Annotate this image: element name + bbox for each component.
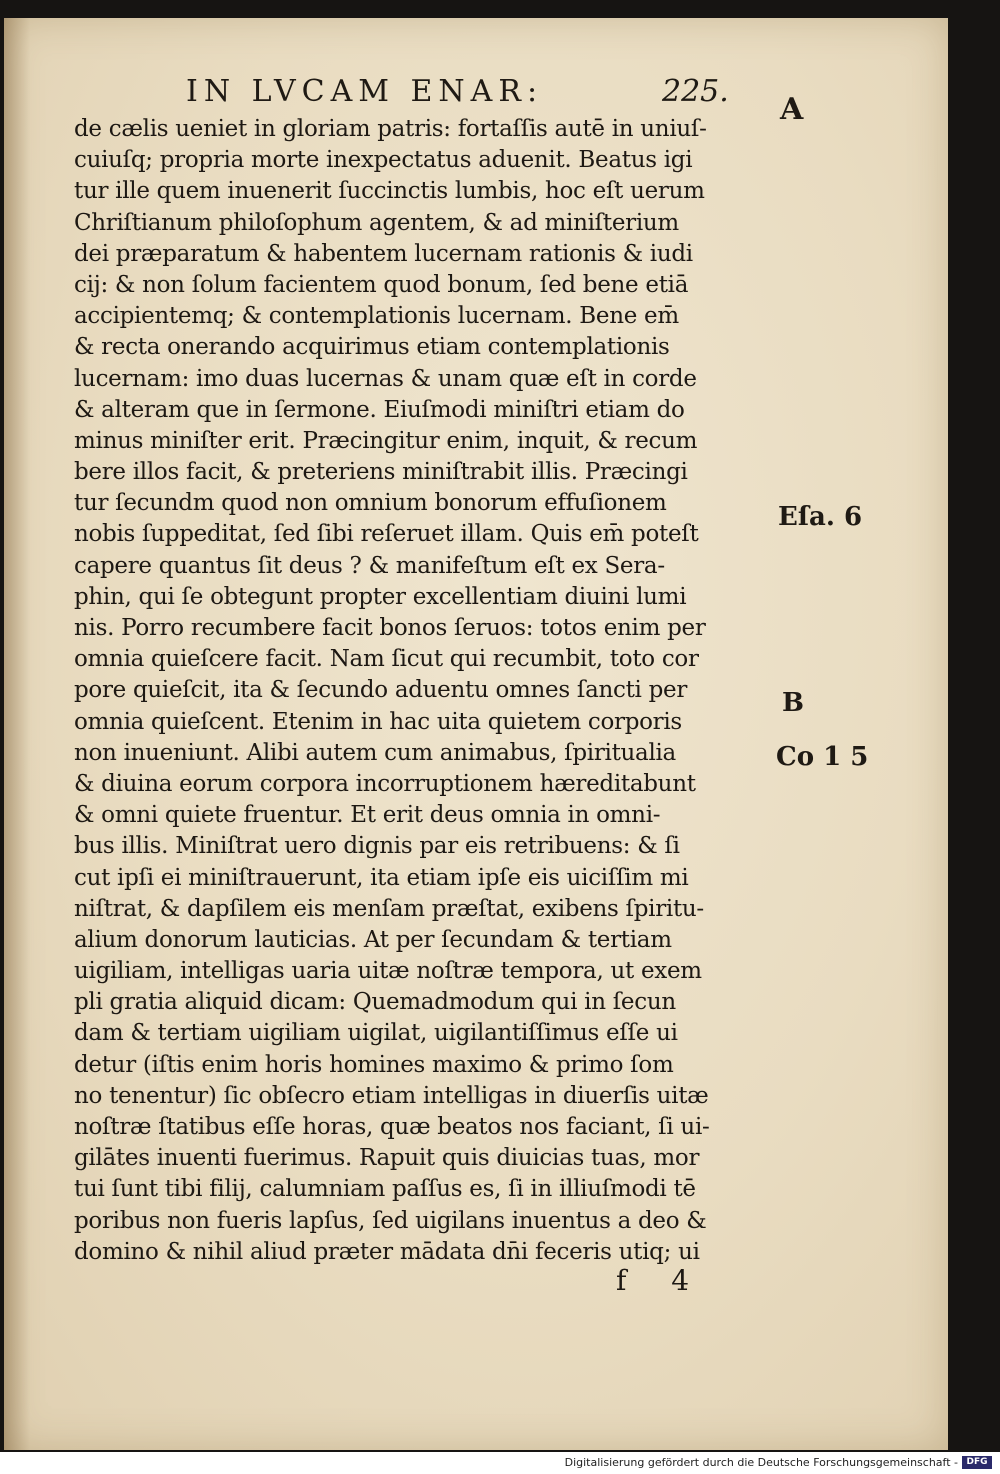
text-line: dam & tertiam uigiliam uigilat, uigilantiſſimus eſſe ui bbox=[74, 1020, 678, 1047]
running-title: IN LVCAM ENAR: bbox=[186, 74, 544, 109]
text-line: cuiuſq; propria morte inexpectatus aduenit. Beatus igi bbox=[74, 147, 693, 174]
text-line: omnia quieſcent. Etenim in hac uita quietem corporis bbox=[74, 708, 682, 735]
text-line: cij: & non ſolum facientem quod bonum, ſed bene etiā bbox=[74, 271, 689, 298]
margin-note-col: Co 1 5 bbox=[776, 742, 869, 772]
text-line: no tenentur) ſic obſecro etiam intelligas in diuerſis uitæ bbox=[74, 1082, 709, 1109]
footer-credit: Digitalisierung gefördert durch die Deutsche Forschungsgemeinschaft - bbox=[564, 1456, 958, 1469]
text-line: & recta onerando acquirimus etiam contemplationis bbox=[74, 334, 670, 361]
text-line: tui ſunt tibi filij, calumniam paſſus es, ſi in illiuſmodi tē bbox=[74, 1176, 696, 1203]
text-line: nis. Porro recumbere facit bonos ſeruos: totos enim per bbox=[74, 615, 706, 641]
text-line: bere illos facit, & preteriens miniſtrabit illis. Præcingi bbox=[74, 459, 688, 486]
text-line: tur ille quem inuenerit ſuccinctis lumbis, hoc eſt uerum bbox=[74, 178, 705, 205]
text-line: nobis ſuppeditat, ſed ſibi reſeruet illam. Quis em̄ poteſt bbox=[74, 521, 699, 548]
text-line: omnia quieſcere facit. Nam ſicut qui recumbit, toto cor bbox=[74, 646, 699, 673]
text-line: accipientemq; & contemplationis lucernam. Bene em̄ bbox=[74, 303, 679, 330]
text-line: minus miniſter erit. Præcingitur enim, inquit, & recum bbox=[74, 427, 698, 454]
margin-note-b: B bbox=[782, 688, 804, 718]
text-line: gilātes inuenti fuerimus. Rapuit quis diuicias tuas, mor bbox=[74, 1145, 700, 1172]
page-gutter-shadow bbox=[4, 18, 30, 1450]
text-line: phin, qui ſe obtegunt propter excellentiam diuini lumi bbox=[74, 583, 687, 610]
margin-note-a: A bbox=[780, 92, 804, 127]
text-line: bus illis. Miniſtrat uero dignis par eis retribuens: & ſi bbox=[74, 833, 680, 860]
text-line: lucernam: imo duas lucernas & unam quæ eſt in corde bbox=[74, 365, 697, 392]
text-line: & omni quiete fruentur. Et erit deus omnia in omni- bbox=[74, 802, 661, 829]
text-line: detur (iſtis enim horis homines maximo & primo ſom bbox=[74, 1051, 674, 1078]
folio-number: 225. bbox=[662, 74, 729, 109]
text-line: dei præparatum & habentem lucernam rationis & iudi bbox=[74, 240, 693, 267]
text-line: pore quieſcit, ita & ſecundo aduentu omnes ſancti per bbox=[74, 677, 688, 704]
text-line: Chriſtianum philoſophum agentem, & ad miniſterium bbox=[74, 209, 679, 236]
text-line: uigiliam, intelligas uaria uitæ noſtræ tempora, ut exem bbox=[74, 958, 702, 985]
text-line: non inueniunt. Alibi autem cum animabus, ſpiritualia bbox=[74, 739, 676, 766]
text-line: cut ipſi ei miniſtrauerunt, ita etiam ipſe eis uiciſſim mi bbox=[74, 864, 689, 891]
text-line: & alteram que in ſermone. Eiuſmodi miniſtri etiam do bbox=[74, 396, 685, 423]
body-text bbox=[74, 114, 764, 1268]
text-line: & diuina eorum corpora incorruptionem hæreditabunt bbox=[74, 770, 696, 797]
running-head bbox=[186, 74, 746, 114]
text-line: noſtræ ſtatibus eſſe horas, quæ beatos nos faciant, ſi ui- bbox=[74, 1114, 710, 1140]
text-line: niſtrat, & dapſilem eis menſam præſtat, exibens ſpiritu- bbox=[74, 895, 704, 922]
text-line: capere quantus ſit deus ? & manifeſtum eſt ex Sera- bbox=[74, 552, 665, 579]
text-line: alium donorum lauticias. At per ſecundam & tertiam bbox=[74, 926, 672, 953]
text-line: tur ſecundm quod non omnium bonorum effuſionem bbox=[74, 490, 667, 517]
text-line: domino & nihil aliud præter mādata dn̄i feceris utiq; ui bbox=[74, 1238, 700, 1265]
book-page bbox=[4, 18, 948, 1450]
text-line: de cælis ueniet in gloriam patris: fortaſſis autē in uniuſ- bbox=[74, 116, 707, 142]
signature-mark: f 4 bbox=[616, 1264, 708, 1297]
margin-note-esa: Eſa. 6 bbox=[778, 502, 863, 532]
text-line: pli gratia aliquid dicam: Quemadmodum qui in ſecun bbox=[74, 989, 676, 1016]
text-line: poribus non fueris lapſus, ſed uigilans inuentus a deo & bbox=[74, 1207, 707, 1234]
dfg-logo: DFG bbox=[962, 1456, 992, 1469]
digitization-footer bbox=[0, 1452, 1000, 1474]
